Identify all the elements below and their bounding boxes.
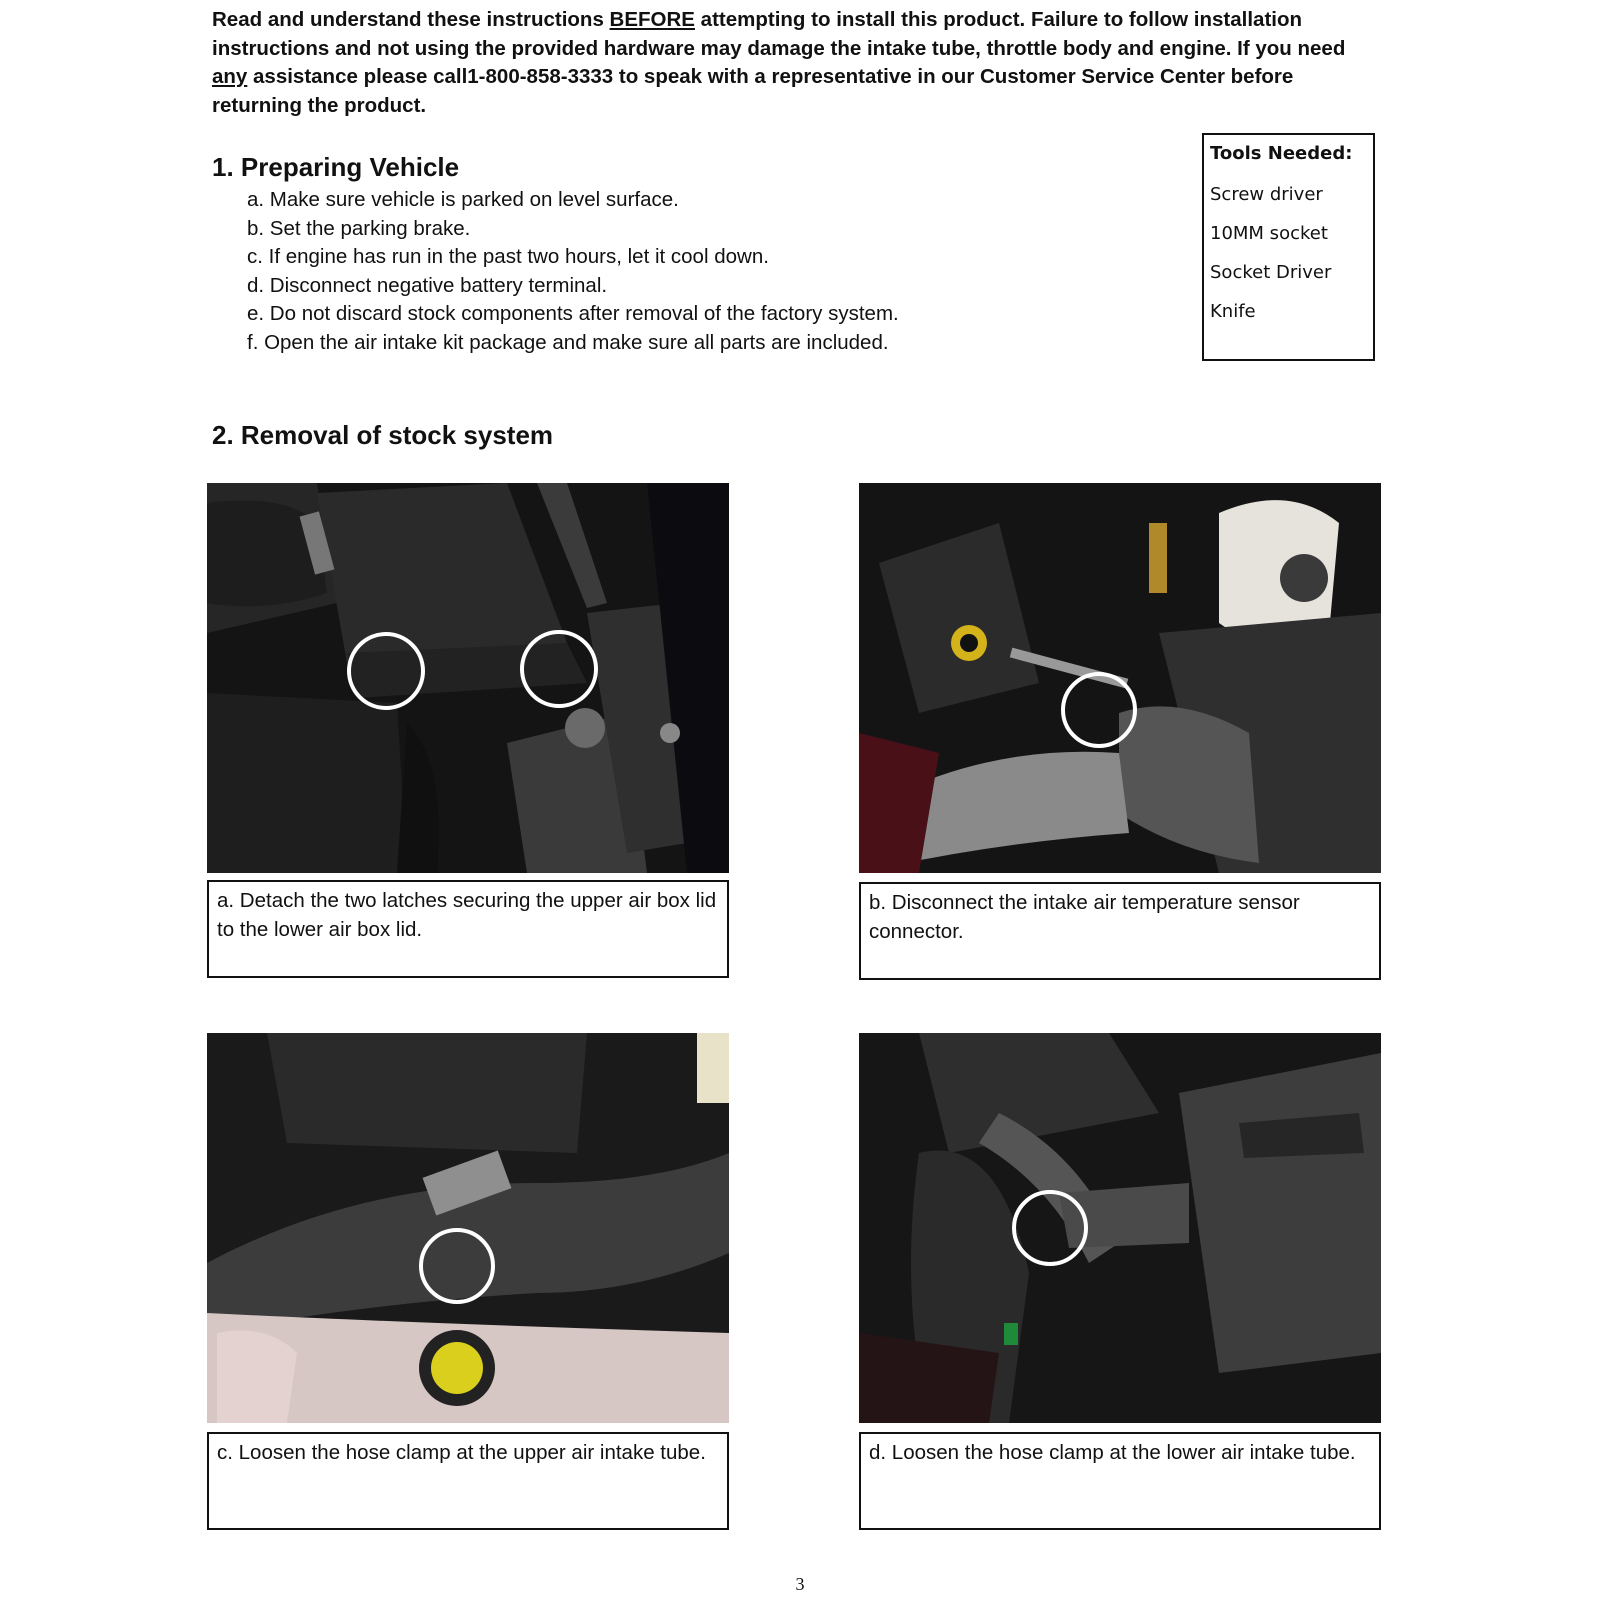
tool-item: Socket Driver [1210, 262, 1332, 283]
section-1-steps [247, 186, 899, 357]
step-item: d. Disconnect negative battery terminal. [247, 273, 608, 297]
tools-needed-box [1202, 133, 1375, 361]
intro-text-2: attempting to install this product. Failure to follow installation instructions and not using the provided hardware may damage the intake tube, throttle body and engine. If you need [212, 8, 1346, 60]
page-number: 3 [795, 1574, 805, 1594]
tool-item: 10MM socket [1210, 223, 1328, 244]
photo-iat-sensor [859, 483, 1381, 873]
photo-air-box-latches [207, 483, 729, 873]
caption-c: c. Loosen the hose clamp at the upper air intake tube. [207, 1432, 729, 1530]
caption-a: a. Detach the two latches securing the upper air box lid to the lower air box lid. [207, 880, 729, 978]
step-item: c. If engine has run in the past two hours, let it cool down. [247, 245, 769, 268]
tools-title: Tools Needed: [1210, 143, 1353, 164]
intro-warning [212, 6, 1382, 120]
step-item: a. Make sure vehicle is parked on level surface. [247, 188, 679, 211]
section-2-title: 2. Removal of stock system [212, 420, 554, 450]
step-item: e. Do not discard stock components after removal of the factory system. [247, 302, 899, 325]
tool-item: Knife [1210, 301, 1256, 322]
intro-text-3: assistance please call1-800-858-3333 to speak with a representative in our Customer Service Center before returning the product. [212, 65, 1294, 117]
step-item: b. Set the parking brake. [247, 216, 471, 240]
step-item: f. Open the air intake kit package and make sure all parts are included. [247, 330, 889, 354]
tool-item: Screw driver [1210, 184, 1323, 205]
intro-before: BEFORE [609, 8, 695, 31]
caption-d: d. Loosen the hose clamp at the lower air intake tube. [859, 1432, 1381, 1530]
intro-any: any [212, 65, 248, 88]
photo-lower-hose-clamp [859, 1033, 1381, 1423]
section-1-title: 1. Preparing Vehicle [212, 152, 460, 182]
intro-text-1: Read and understand these instructions [212, 8, 610, 31]
caption-b: b. Disconnect the intake air temperature sensor connector. [859, 882, 1381, 980]
photo-upper-hose-clamp [207, 1033, 729, 1423]
